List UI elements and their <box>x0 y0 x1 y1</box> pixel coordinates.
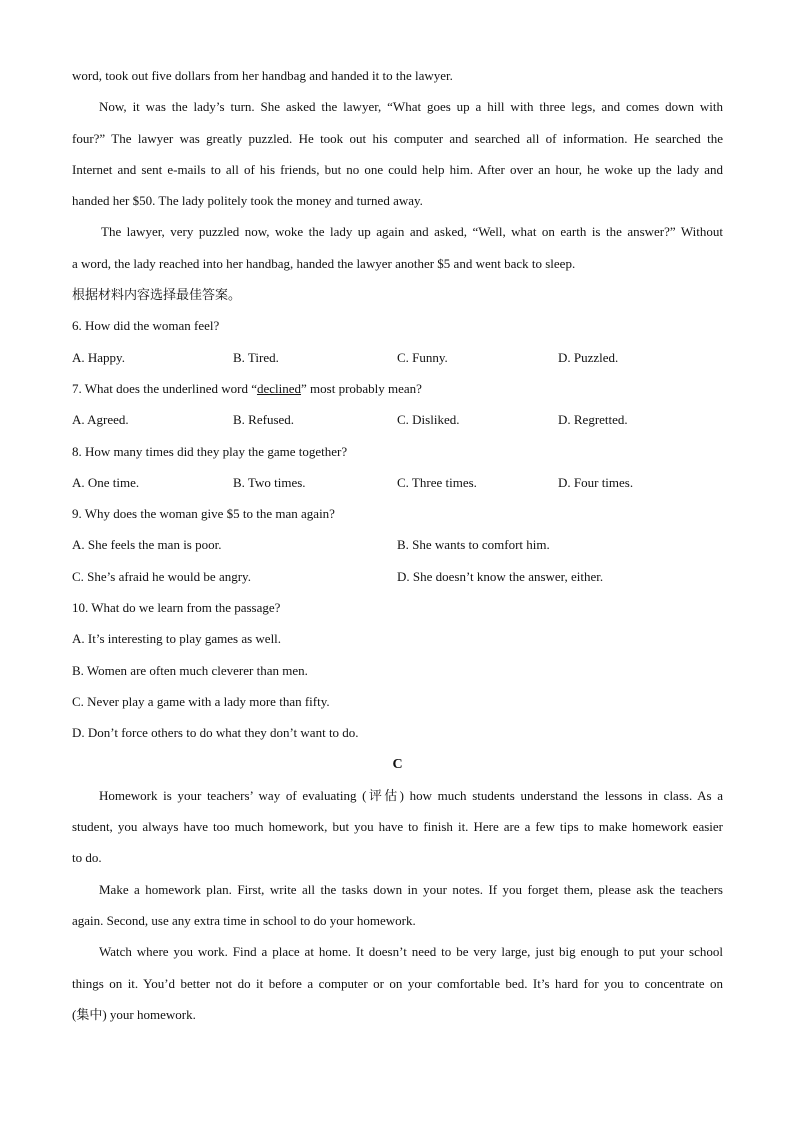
paragraph-line: four?” The lawyer was greatly puzzled. He took out his computer and searched all of information. He searched the <box>72 130 723 146</box>
question-stem: 10. What do we learn from the passage? <box>72 600 281 616</box>
question-stem: 9. Why does the woman give $5 to the man again? <box>72 506 335 522</box>
option-c[interactable]: C. Never play a game with a lady more than fifty. <box>72 693 330 709</box>
option-a[interactable]: A. Happy. <box>72 349 125 365</box>
paragraph-line: (集中) your homework. <box>72 1006 196 1022</box>
question-stem: 8. How many times did they play the game together? <box>72 443 348 459</box>
option-a[interactable]: A. One time. <box>72 474 140 490</box>
paragraph-line: Make a homework plan. First, write all the tasks down in your notes. If you forget them, please ask the teachers <box>99 881 723 897</box>
paragraph-line: handed her $50. The lady politely took the money and turned away. <box>72 193 423 209</box>
option-c[interactable]: C. Disliked. <box>397 412 460 428</box>
section-heading: C <box>392 756 403 772</box>
option-c[interactable]: C. She’s afraid he would be angry. <box>72 568 251 584</box>
option-d[interactable]: D. Puzzled. <box>558 349 619 365</box>
question-stem: 6. How did the woman feel? <box>72 318 220 334</box>
paragraph-line: things on it. You’d better not do it before a computer or on your comfortable bed. It’s hard for you to concentrate on <box>72 975 723 991</box>
paragraph-line: The lawyer, very puzzled now, woke the lady up again and asked, “Well, what on earth is the answer?” Without <box>101 224 723 240</box>
option-d[interactable]: D. Four times. <box>558 474 634 490</box>
document-page <box>72 60 723 1030</box>
option-c[interactable]: C. Funny. <box>397 349 448 365</box>
paragraph-line: student, you always have too much homework, but you have to finish it. Here are a few tips to make homework easier <box>72 819 723 835</box>
option-row <box>72 467 723 498</box>
stem-part: 7. What does the underlined word “ <box>72 380 257 396</box>
option-b[interactable]: B. Tired. <box>233 349 279 365</box>
option-d[interactable]: D. Regretted. <box>558 412 628 428</box>
option-c[interactable]: C. Three times. <box>397 474 477 490</box>
option-b[interactable]: B. Women are often much cleverer than men. <box>72 662 308 678</box>
option-row <box>72 404 723 435</box>
paragraph-line: word, took out five dollars from her handbag and handed it to the lawyer. <box>72 68 453 83</box>
underlined-word: declined <box>256 380 302 396</box>
option-b[interactable]: B. She wants to comfort him. <box>397 537 550 553</box>
option-a[interactable]: A. Agreed. <box>72 412 129 428</box>
stem-part: ” most probably mean? <box>301 380 422 396</box>
option-b[interactable]: B. Refused. <box>233 412 295 428</box>
option-d[interactable]: D. She doesn’t know the answer, either. <box>397 568 604 584</box>
paragraph-line: Watch where you work. Find a place at home. It doesn’t need to be very large, just big enough to put your school <box>99 944 723 960</box>
paragraph-line: Internet and sent e-mails to all of his friends, but no one could help him. After over an hour, he woke up the lady and <box>72 161 723 177</box>
option-row <box>72 561 723 592</box>
paragraph-line: Now, it was the lady’s turn. She asked the lawyer, “What goes up a hill with three legs, and comes down with <box>99 99 723 115</box>
option-a[interactable]: A. It’s interesting to play games as well. <box>72 631 282 647</box>
option-a[interactable]: A. She feels the man is poor. <box>72 537 222 553</box>
paragraph-line: a word, the lady reached into her handbag, handed the lawyer another $5 and went back to sleep. <box>72 255 576 271</box>
paragraph-line: Homework is your teachers’ way of evaluating (评估) how much students understand the lessons in class. As a <box>99 787 723 803</box>
paragraph-line: again. Second, use any extra time in school to do your homework. <box>72 913 416 929</box>
option-row <box>72 529 723 560</box>
option-b[interactable]: B. Two times. <box>233 474 306 490</box>
paragraph-line: to do. <box>72 850 102 866</box>
instruction-text: 根据材料内容选择最佳答案。 <box>72 287 242 303</box>
option-d[interactable]: D. Don’t force others to do what they don’t want to do. <box>72 725 359 741</box>
question-stem <box>72 373 723 404</box>
option-row <box>72 342 723 373</box>
